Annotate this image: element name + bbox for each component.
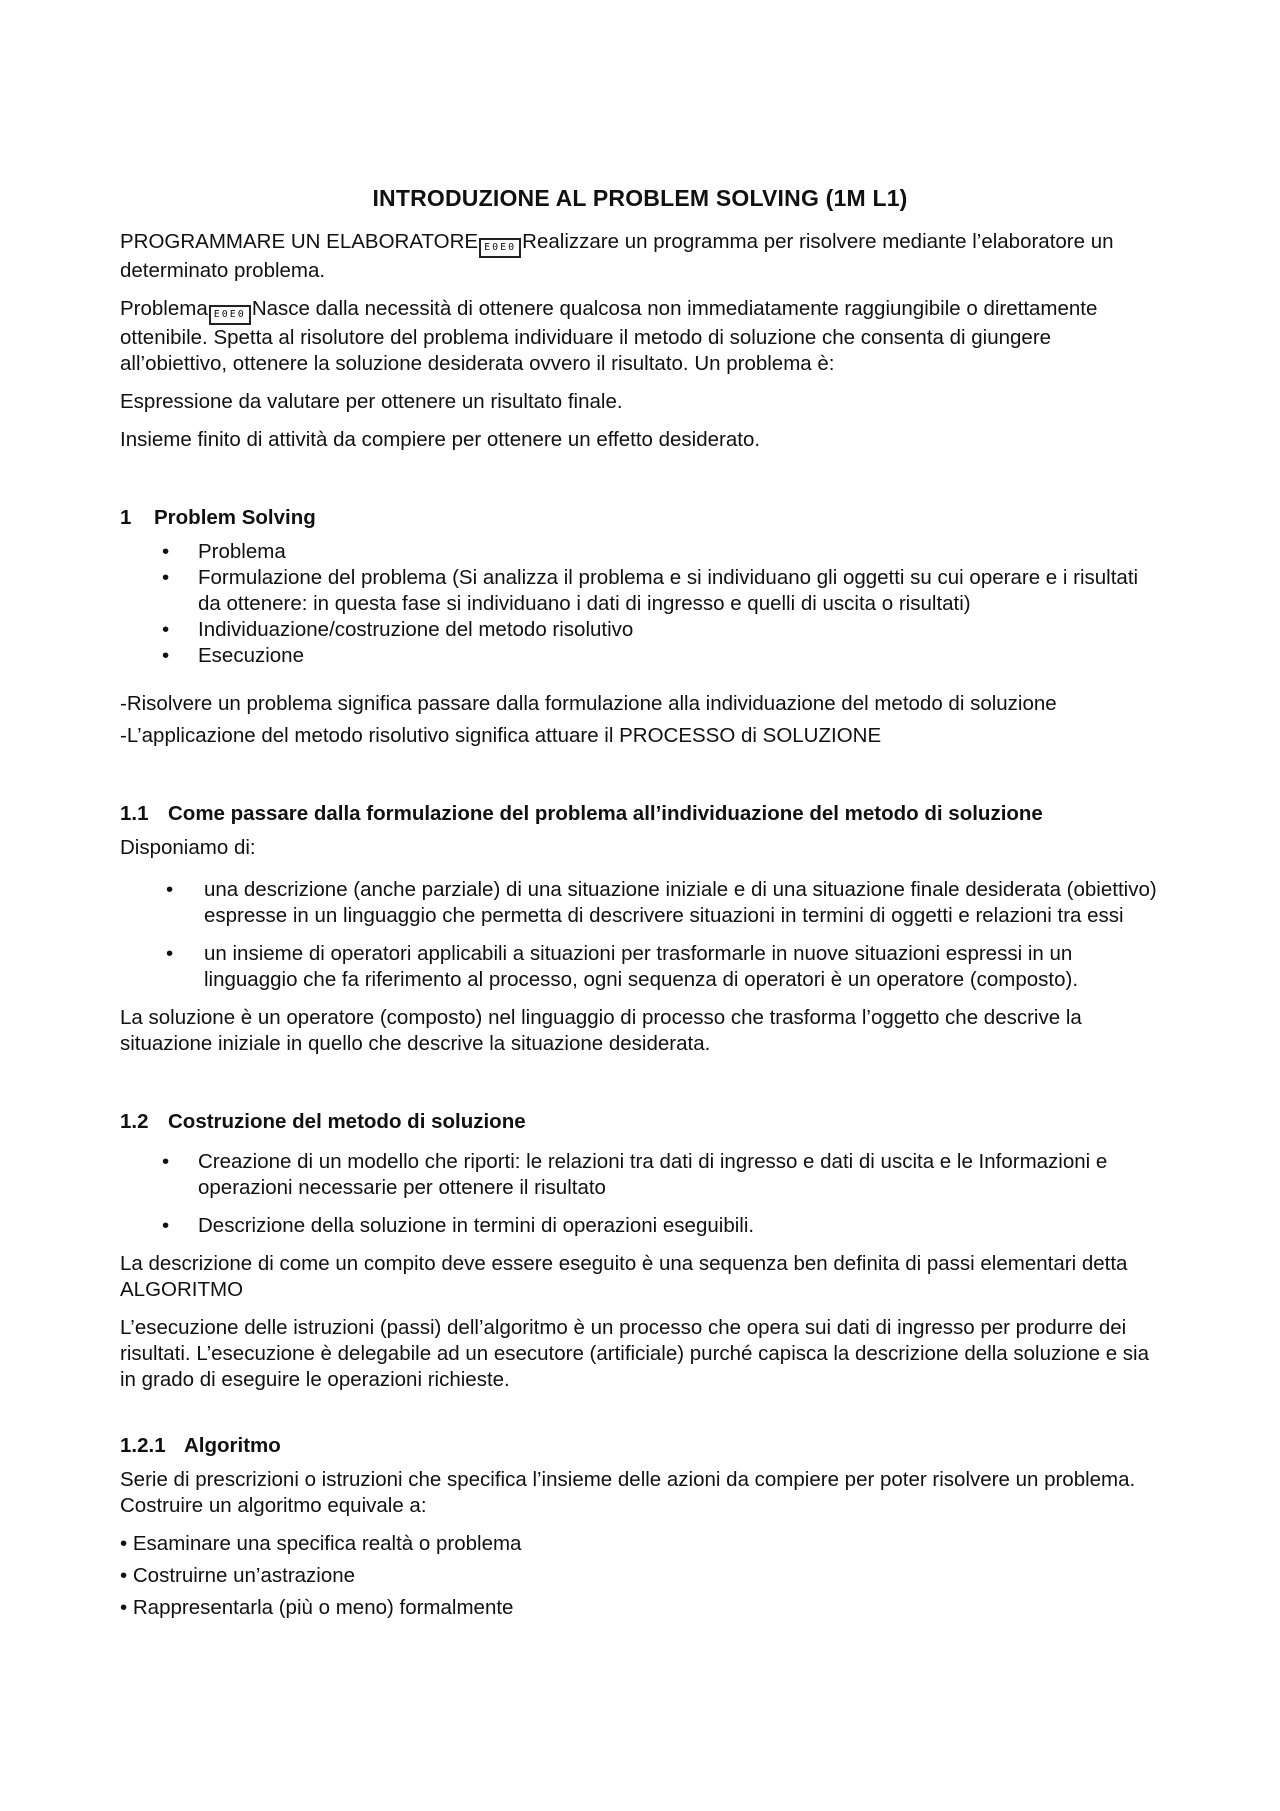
list-item: • Formulazione del problema (Si analizza il problema e si individuano gli oggetti su cui operare e i risultati da ottenere: in questa fase si individuano i dati di ingresso e quelli di uscita o risultati) [120, 565, 1160, 617]
section-title: Algoritmo [184, 1434, 281, 1457]
section-number: 1 [120, 506, 132, 529]
missing-glyph-icon: E0E0 [209, 305, 251, 325]
section-1-2-heading [120, 1109, 1160, 1135]
document-title: INTRODUZIONE AL PROBLEM SOLVING (1M L1) [372, 185, 908, 211]
section-title: Come passare dalla formulazione del problema all’individuazione del metodo di soluzione [168, 802, 1043, 825]
algoritmo-step-line: • Rappresentarla (più o meno) formalmente [120, 1596, 514, 1619]
disponiamo-text: Disponiamo di: [120, 836, 256, 859]
intro-espressione-paragraph: Espressione da valutare per ottenere un risultato finale. [120, 390, 623, 413]
algoritmo-step-line: • Costruirne un’astrazione [120, 1564, 356, 1587]
costruzione-list [120, 1149, 1160, 1239]
section-title: Problem Solving [154, 506, 316, 529]
list-item: • Problema [120, 539, 1160, 565]
list-item: • Individuazione/costruzione del metodo risolutivo [120, 617, 1160, 643]
programmare-text: Realizzare un programma per risolvere mediante l’elaboratore un determinato problema. [120, 230, 1114, 282]
intro-problema-paragraph [120, 296, 1160, 377]
risolvere-line: -Risolvere un problema significa passare dalla formulazione alla individuazione del metodo di soluzione [120, 692, 1057, 715]
section-1-2-1-heading [120, 1433, 1160, 1459]
section-title: Costruzione del metodo di soluzione [168, 1110, 526, 1133]
missing-glyph-icon: E0E0 [479, 238, 521, 258]
algoritmo-step-line: • Esaminare una specifica realtà o problema [120, 1532, 522, 1555]
serie-paragraph: Serie di prescrizioni o istruzioni che specifica l’insieme delle azioni da compiere per poter risolvere un problema. Costruire un algoritmo equivale a: [120, 1468, 1136, 1517]
list-item: • Esecuzione [120, 643, 1160, 669]
disponiamo-list [120, 877, 1160, 993]
section-number: 1.1 [120, 802, 149, 825]
programmare-label: PROGRAMMARE UN ELABORATORE [120, 230, 479, 253]
list-item: • Creazione di un modello che riporti: le relazioni tra dati di ingresso e dati di uscita e le Informazioni e operazioni necessarie per ottenere il risultato [120, 1149, 1160, 1201]
esecuzione-paragraph: L’esecuzione delle istruzioni (passi) dell’algoritmo è un processo che opera sui dati di ingresso per produrre dei risultati. L’esecuzione è delegabile ad un esecutore (artificiale) purché capisca la descrizione della soluzione e sia in grado di eseguire le operazioni richieste. [120, 1316, 1150, 1391]
document-page [120, 185, 1160, 1627]
soluzione-paragraph: La soluzione è un operatore (composto) nel linguaggio di processo che trasforma l’oggetto che descrive la situazione iniziale in quello che descrive la situazione desiderata. [120, 1006, 1082, 1055]
problema-text: Nasce dalla necessità di ottenere qualcosa non immediatamente raggiungibile o direttamente ottenibile. Spetta al risolutore del problema individuare il metodo di soluzione che consenta di giungere all’obiettivo, ottenere la soluzione desiderata ovvero il risultato. Un problema è: [120, 297, 1098, 375]
problem-solving-list [120, 539, 1160, 669]
intro-insieme-paragraph: Insieme finito di attività da compiere per ottenere un effetto desiderato. [120, 428, 761, 451]
section-number: 1.2.1 [120, 1434, 166, 1457]
applicazione-line: -L’applicazione del metodo risolutivo significa attuare il PROCESSO di SOLUZIONE [120, 724, 882, 747]
algoritmo-definition-paragraph: La descrizione di come un compito deve essere eseguito è una sequenza ben definita di passi elementari detta ALGORITMO [120, 1252, 1128, 1301]
section-number: 1.2 [120, 1110, 149, 1133]
intro-programmare-paragraph [120, 229, 1160, 284]
section-1-1-heading [120, 801, 1160, 827]
list-item: • una descrizione (anche parziale) di una situazione iniziale e di una situazione finale desiderata (obiettivo) espresse in un linguaggio che permetta di descrivere situazioni in termini di oggetti e relazioni tra essi [120, 877, 1160, 929]
problema-label: Problema [120, 297, 208, 320]
list-item: • Descrizione della soluzione in termini di operazioni eseguibili. [120, 1213, 1160, 1239]
list-item: • un insieme di operatori applicabili a situazioni per trasformarle in nuove situazioni espressi in un linguaggio che fa riferimento al processo, ogni sequenza di operatori è un operatore (composto). [120, 941, 1160, 993]
section-1-heading [120, 505, 1160, 531]
